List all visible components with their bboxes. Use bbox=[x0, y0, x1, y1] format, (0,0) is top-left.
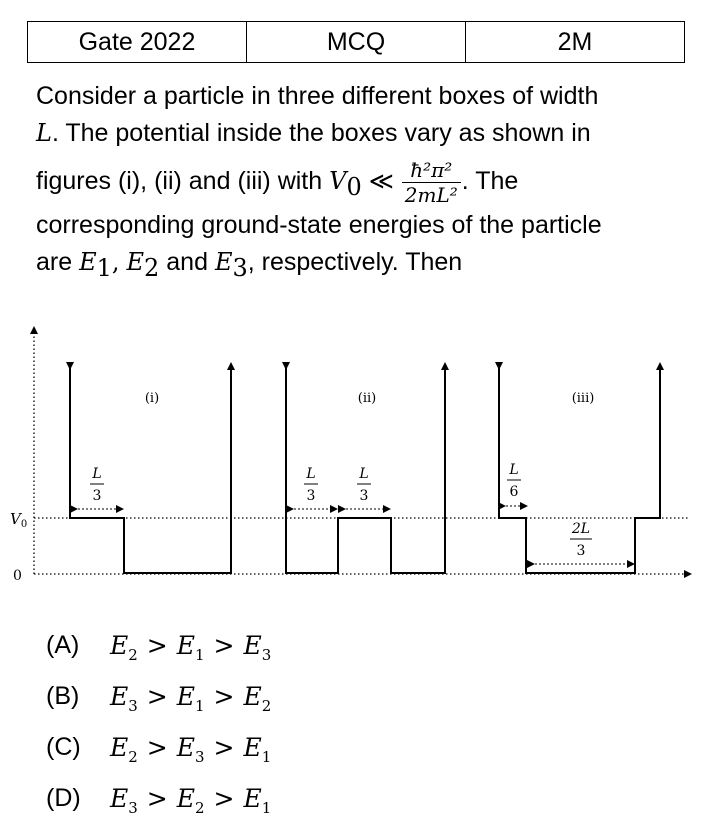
panel-iii-label: (iii) bbox=[571, 391, 595, 406]
option-label: (A) bbox=[46, 631, 80, 659]
header-table bbox=[27, 21, 685, 63]
greater-than: > bbox=[146, 631, 168, 660]
option-expression bbox=[110, 682, 272, 715]
energy-term: $E_3$ bbox=[110, 682, 138, 715]
question-text bbox=[36, 78, 686, 281]
panel-i-label: (i) bbox=[144, 391, 160, 406]
panel-ii-dim1-den: 3 bbox=[306, 488, 316, 504]
energy-term: $E_2$ bbox=[176, 784, 205, 817]
option-c[interactable] bbox=[46, 722, 271, 773]
panel-ii-dim2-num: L bbox=[359, 466, 369, 482]
panel-i-dim1-num: L bbox=[92, 466, 102, 482]
question-line-2: L. The potential inside the boxes vary as shown in bbox=[36, 119, 591, 147]
panel-iii-dim2-den: 3 bbox=[576, 543, 586, 559]
option-label: (D) bbox=[46, 784, 81, 812]
option-d[interactable] bbox=[46, 773, 271, 824]
energy-term: $E_2$ bbox=[110, 733, 138, 766]
question-line-4: corresponding ground-state energies of the particle bbox=[36, 211, 602, 239]
panel-ii-label: (ii) bbox=[357, 391, 377, 406]
option-expression bbox=[110, 631, 272, 664]
energy-term: $E_3$ bbox=[110, 784, 138, 817]
question-line-3: figures (i), (ii) and (iii) with $V_0$ ≪ $\frac{\text{ħ²π²}}{\text{2mL²}}$ . The bbox=[36, 158, 519, 207]
option-label: (C) bbox=[46, 733, 81, 761]
option-b[interactable] bbox=[46, 671, 271, 722]
zero-axis-label: 0 bbox=[13, 568, 22, 584]
energy-term: $E_1$ bbox=[176, 682, 205, 715]
greater-than: > bbox=[146, 784, 168, 813]
greater-than: > bbox=[146, 682, 168, 711]
greater-than: > bbox=[213, 784, 235, 813]
question-type-cell: MCQ bbox=[247, 22, 466, 63]
exam-cell: Gate 2022 bbox=[28, 22, 247, 63]
question-line-5: are $E_1$, $E_2$ and $E_3$, respectively. Then bbox=[36, 248, 463, 282]
energy-term: $E_3$ bbox=[176, 733, 205, 766]
option-a[interactable] bbox=[46, 620, 271, 671]
potential-wells-figure bbox=[0, 318, 713, 590]
panel-iii-dim1-den: 6 bbox=[509, 484, 519, 500]
hbar-fraction: $\frac{\text{ħ²π²}}{\text{2mL²}}$ bbox=[402, 158, 461, 207]
option-expression bbox=[110, 733, 272, 766]
energy-term: $E_1$ bbox=[243, 733, 272, 766]
options-list bbox=[46, 620, 271, 824]
panel-iii-dim1-num: L bbox=[509, 462, 519, 478]
option-label: (B) bbox=[46, 682, 80, 710]
greater-than: > bbox=[213, 733, 235, 762]
greater-than: > bbox=[213, 682, 235, 711]
option-expression bbox=[110, 784, 272, 817]
energy-term: $E_2$ bbox=[110, 631, 138, 664]
energy-term: $E_2$ bbox=[243, 682, 272, 715]
panel-ii-dim1-num: L bbox=[306, 466, 316, 482]
energy-term: $E_3$ bbox=[243, 631, 272, 664]
v0-axis-label: $V_0$ bbox=[10, 510, 28, 530]
greater-than: > bbox=[146, 733, 168, 762]
panel-ii-dim2-den: 3 bbox=[359, 488, 369, 504]
energy-term: $E_1$ bbox=[243, 784, 272, 817]
panel-i-dim1-den: 3 bbox=[92, 488, 102, 504]
marks-cell: 2M bbox=[466, 22, 685, 63]
greater-than: > bbox=[213, 631, 235, 660]
question-line-1: Consider a particle in three different boxes of width bbox=[36, 82, 599, 110]
panel-iii-dim2-num: 2L bbox=[571, 521, 591, 537]
energy-term: $E_1$ bbox=[176, 631, 205, 664]
